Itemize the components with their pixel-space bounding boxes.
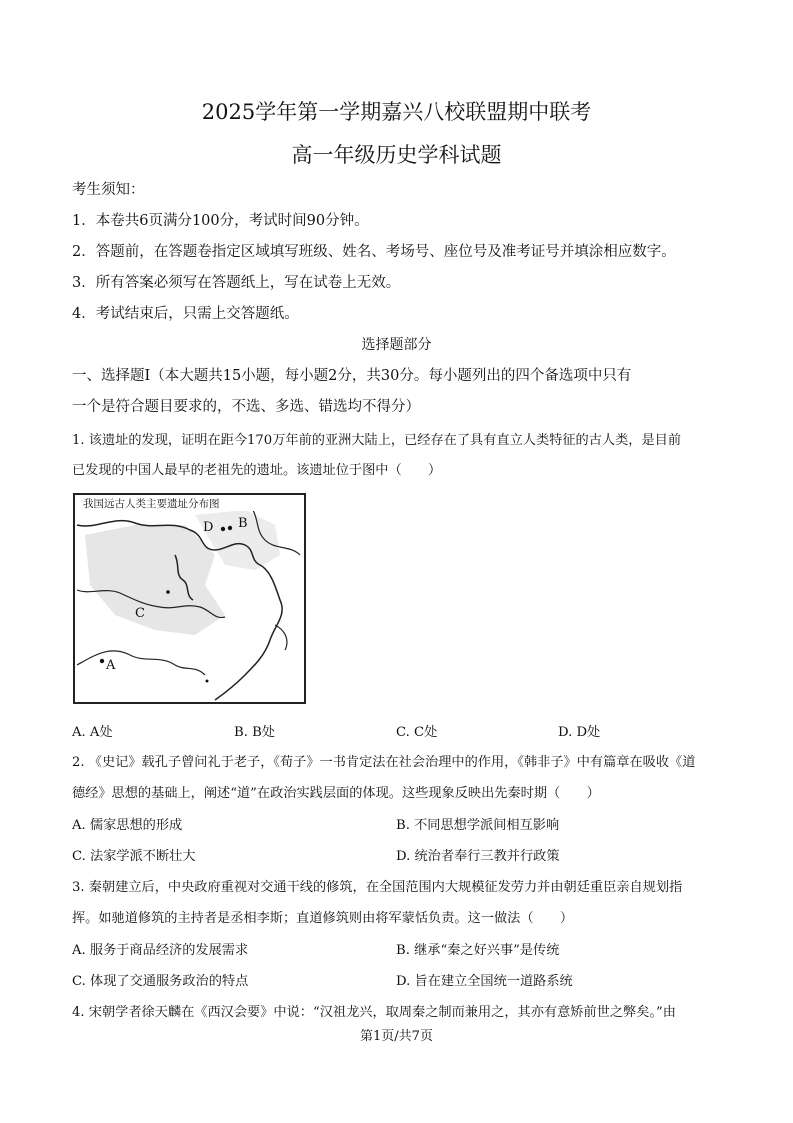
exam-subtitle: 高一年级历史学科试题 xyxy=(291,143,502,167)
option-c[interactable]: C. 法家学派不断壮大 xyxy=(72,849,196,864)
map-label-d: D xyxy=(203,520,214,535)
option-a[interactable]: A. 儒家思想的形成 xyxy=(72,818,183,833)
question-4-line: 4. 宋朝学者徐天麟在《西汉会要》中说：“汉祖龙兴，取周秦之制而兼用之，其亦有意矫前世之弊矣。”由 xyxy=(72,1005,676,1020)
site-dot-a xyxy=(100,659,104,663)
question-3-line: 挥。如驰道修筑的主持者是丞相李斯；直道修筑则由将军蒙恬负责。这一做法（ ） xyxy=(72,911,574,926)
part-instructions-line: 一、选择题Ⅰ（本大题共15小题，每小题2分，共30分。每小题列出的四个备选项中只有 xyxy=(72,368,632,384)
section-heading: 选择题部分 xyxy=(361,337,432,353)
map-label-a: A xyxy=(106,658,116,673)
site-dot xyxy=(166,590,170,594)
question-1-line: 1. 该遗址的发现，证明在距今170万年前的亚洲大陆上，已经存在了具有直立人类特征的古人类，是目前 xyxy=(72,433,682,448)
part-instructions-line: 一个是符合题目要求的，不选、多选、错选均不得分） xyxy=(72,399,420,415)
notice-item: 2．答题前，在答题卷指定区域填写班级、姓名、考场号、座位号及准考证号并填涂相应数字。 xyxy=(72,244,676,260)
option-d[interactable]: D. 旨在建立全国统一道路系统 xyxy=(396,974,573,989)
option-b[interactable]: B. B处 xyxy=(234,725,275,740)
map-title: 我国远古人类主要遗址分布图 xyxy=(83,498,220,510)
option-b[interactable]: B. 继承“秦之好兴事”是传统 xyxy=(396,943,560,958)
notice-item: 3．所有答案必须写在答题纸上，写在试卷上无效。 xyxy=(72,275,401,291)
notice-heading: 考生须知： xyxy=(72,182,145,198)
map-label-b: B xyxy=(238,516,248,531)
question-1-line: 已发现的中国人最早的老祖先的遗址。该遗址位于图中（ ） xyxy=(72,463,442,478)
option-d[interactable]: D. 统治者奉行三教并行政策 xyxy=(396,849,560,864)
question-2-line: 2. 《史记》载孔子曾问礼于老子，《荀子》一书肯定法在社会治理中的作用，《韩非子》中有篇章在吸收《道 xyxy=(72,755,696,770)
notice-item: 1．本卷共6页满分100分，考试时间90分钟。 xyxy=(72,213,369,229)
site-dot xyxy=(206,680,209,683)
site-dot-b xyxy=(228,526,232,530)
question-2-line: 德经》思想的基础上，阐述“道”在政治实践层面的体现。这些现象反映出先秦时期（ ） xyxy=(72,786,600,801)
page-number: 第1页/共7页 xyxy=(360,1029,433,1044)
site-dot-d xyxy=(221,527,225,531)
exam-title: 2025学年第一学期嘉兴八校联盟期中联考 xyxy=(201,100,592,124)
option-d[interactable]: D. D处 xyxy=(558,725,601,740)
notice-item: 4．考试结束后，只需上交答题纸。 xyxy=(72,306,299,322)
map-label-c: C xyxy=(135,606,145,621)
china-outline-map xyxy=(75,495,304,702)
option-a[interactable]: A. 服务于商品经济的发展需求 xyxy=(72,943,249,958)
option-c[interactable]: C. 体现了交通服务政治的特点 xyxy=(72,974,249,989)
option-c[interactable]: C. C处 xyxy=(396,725,438,740)
option-b[interactable]: B. 不同思想学派间相互影响 xyxy=(396,818,560,833)
question-3-line: 3. 秦朝建立后，中央政府重视对交通干线的修筑，在全国范围内大规模征发劳力并由朝廷重臣亲自规划指 xyxy=(72,880,683,895)
site-distribution-map xyxy=(73,493,306,704)
option-a[interactable]: A. A处 xyxy=(72,725,113,740)
